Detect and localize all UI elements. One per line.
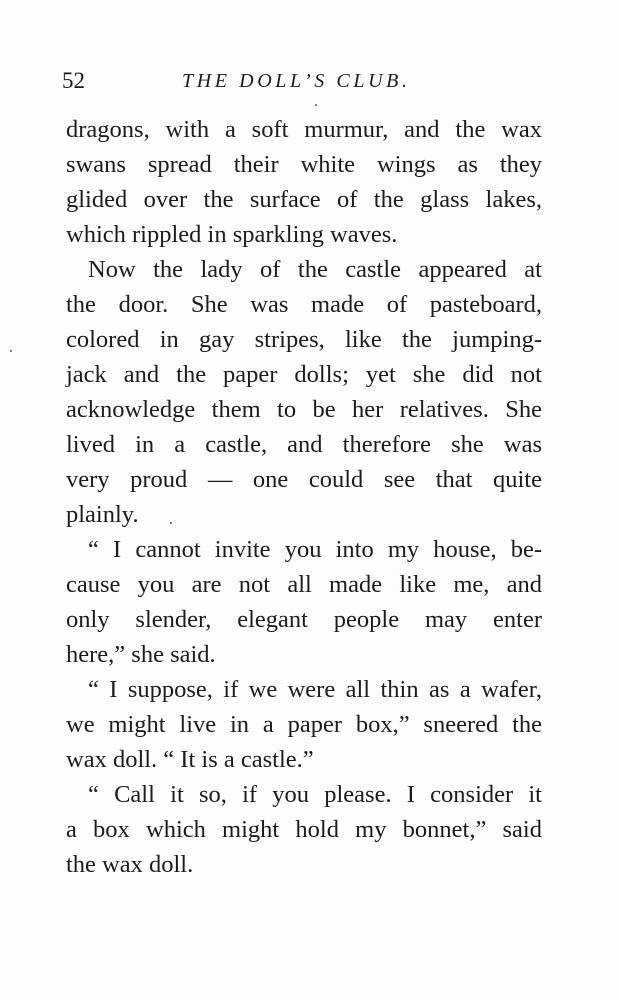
- text-line: swans spread their white wings as they: [66, 151, 542, 178]
- text-line: the wax doll.: [66, 851, 194, 878]
- running-title: THE DOLL’S CLUB.: [182, 70, 411, 92]
- text-line: a box which might hold my bonnet,” said: [66, 816, 542, 843]
- text-line: “ Call it so, if you please. I consider it: [88, 781, 542, 808]
- paragraph: [66, 777, 542, 882]
- text-line: dragons, with a soft murmur, and the wax: [66, 116, 542, 143]
- body-text: [66, 112, 542, 882]
- text-line: we might live in a paper box,” sneered the: [66, 711, 542, 738]
- print-speck: [10, 350, 12, 352]
- paragraph: [66, 112, 542, 252]
- text-line: wax doll. “ It is a castle.”: [66, 746, 314, 773]
- text-line: the door. She was made of pasteboard,: [66, 291, 542, 318]
- text-line: “ I suppose, if we were all thin as a wafer,: [88, 676, 542, 703]
- paragraph: [66, 252, 542, 532]
- text-line: only slender, elegant people may enter: [66, 606, 542, 633]
- text-line: glided over the surface of the glass lakes,: [66, 186, 542, 213]
- paragraph: [66, 532, 542, 672]
- text-line: lived in a castle, and therefore she was: [66, 431, 542, 458]
- text-line: which rippled in sparkling waves.: [66, 221, 398, 248]
- text-line: jack and the paper dolls; yet she did not: [66, 361, 542, 388]
- text-line: acknowledge them to be her relatives. She: [66, 396, 542, 423]
- text-line: cause you are not all made like me, and: [66, 571, 542, 598]
- text-line: “ I cannot invite you into my house, be-: [88, 536, 542, 563]
- page-number: 52: [62, 68, 85, 93]
- print-speck: [170, 522, 172, 524]
- paragraph: [66, 672, 542, 777]
- running-head: [62, 66, 554, 96]
- text-line: colored in gay stripes, like the jumping-: [66, 326, 542, 353]
- text-line: plainly.: [66, 501, 139, 528]
- text-line: here,” she said.: [66, 641, 216, 668]
- text-line: very proud — one could see that quite: [66, 466, 542, 493]
- print-speck: [315, 104, 317, 106]
- text-line: Now the lady of the castle appeared at: [88, 256, 542, 283]
